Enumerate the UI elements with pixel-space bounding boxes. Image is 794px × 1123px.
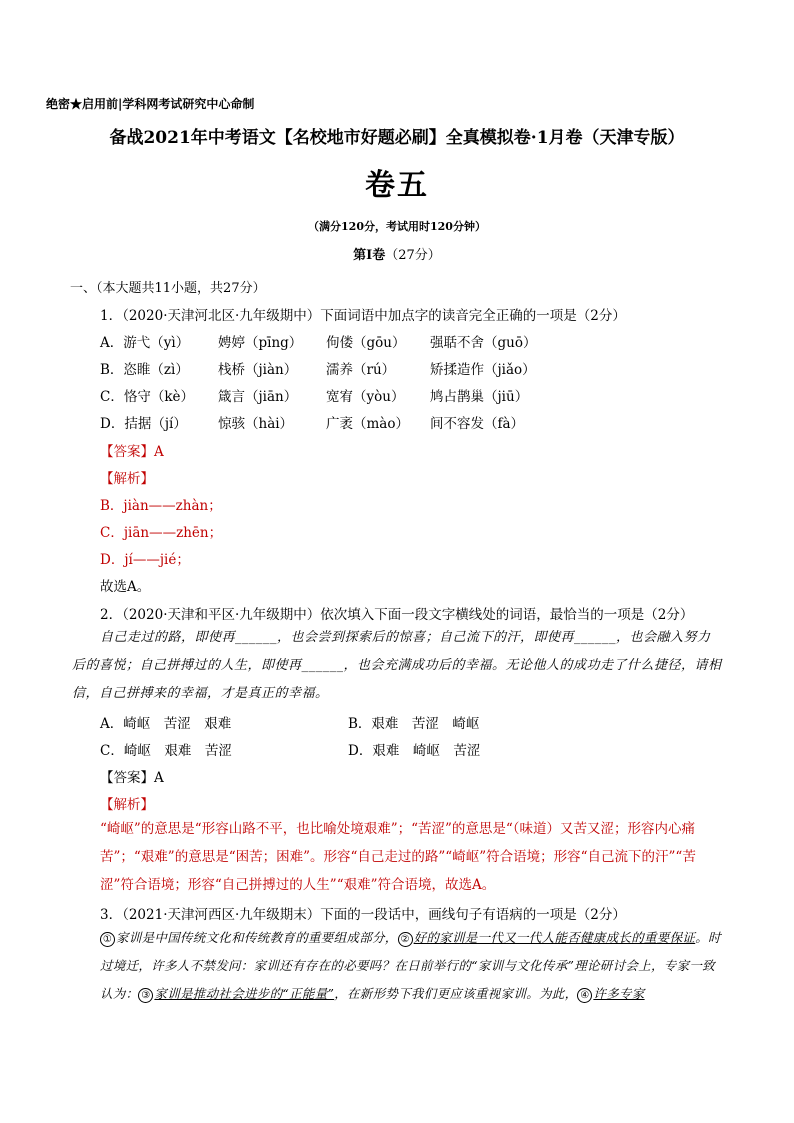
q2-passage: 自己走过的路，即使再______，也会尝到探索后的惊喜；自己流下的汗，即使再______，也会融入努力后的喜悦；自己拼搏过的人生，即使再______，也会充满成功后的幸福。无论他人的成功走了什么捷径，请相信，自己拼搏来的幸福，才是真正的幸福。	[72, 630, 722, 701]
part-score: （27分）	[385, 248, 441, 263]
q2-option-a: A．崎岖 苦涩 艰难	[100, 716, 232, 732]
q1-option-c3: 宽宥（yòu）	[326, 389, 405, 405]
q1-option-d1: D．拮据（jí）	[100, 416, 187, 432]
q2-answer: 【答案】A	[100, 770, 164, 786]
q1-option-b4: 矫揉造作（jiǎo）	[430, 362, 536, 378]
part-heading	[0, 244, 794, 263]
q3-sentence-1: 家训是中国传统文化和传统教育的重要组成部分，	[116, 930, 398, 945]
q3-sentence-3: 家训是推动社会进步的“正能量”	[154, 986, 335, 1001]
q3-num-3: ③	[138, 988, 153, 1003]
volume-title: 卷五	[365, 168, 429, 203]
q1-option-c2: 箴言（jiān）	[218, 389, 298, 405]
q3-text-mid: 。时过境迁，许多人不禁发问：家训还有存在的必要吗？在日前举行的“家训与文化传承”理论研讨会上，专家一致认为：	[100, 930, 721, 1001]
q2-analysis-label: 【解析】	[100, 797, 154, 813]
q1-option-d3: 广袤（mào）	[326, 416, 409, 432]
q2-stem: 2．（2020·天津和平区·九年级期中）依次填入下面一段文字横线处的词语，最恰当的一项是（2分）	[100, 607, 694, 623]
q3-num-2: ②	[398, 932, 413, 947]
q1-option-a2: 娉婷（pīng）	[218, 335, 303, 351]
q3-stem: 3．（2021·天津河西区·九年级期末）下面的一段话中，画线句子有语病的一项是（2分）	[100, 907, 626, 923]
q1-option-c4: 鸠占鹊巢（jiū）	[430, 389, 529, 405]
q1-option-a4: 强聒不舍（guō）	[430, 335, 537, 351]
q1-stem: 1．（2020·天津河北区·九年级期中）下面词语中加点字的读音完全正确的一项是（2分）	[100, 308, 626, 324]
secret-header: 绝密★启用前|学科网考试研究中心命制	[46, 97, 255, 111]
section-heading: 一、（本大题共11小题，共27分）	[70, 281, 266, 296]
q3-sentence-4: 许多专家	[593, 986, 645, 1001]
q1-conclusion: 故选A。	[100, 579, 151, 595]
exam-title: 备战2021年中考语文【名校地市好题必刷】全真模拟卷·1月卷（天津专版）	[109, 128, 685, 148]
score-note: （满分120分，考试用时120分钟）	[308, 220, 486, 233]
q1-option-a3: 佝偻（gōu）	[326, 335, 406, 351]
q1-option-d2: 惊骇（hài）	[218, 416, 294, 432]
q1-option-a1: A．游弋（yì）	[100, 335, 190, 351]
q3-sentence-2: 好的家训是一代又一代人能否健康成长的重要保证	[413, 930, 696, 945]
q1-answer: 【答案】A	[100, 444, 164, 460]
q1-option-b2: 栈桥（jiàn）	[218, 362, 298, 378]
q1-option-d4: 间不容发（fà）	[430, 416, 525, 432]
q1-analysis-line: B．jiàn——zhàn；	[100, 498, 222, 514]
q3-passage	[100, 924, 722, 1008]
q1-analysis-label: 【解析】	[100, 471, 154, 487]
q3-text-mid2: ，在新形势下我们更应该重视家训。为此，	[334, 986, 578, 1001]
q1-analysis-line: C．jiān——zhēn；	[100, 525, 223, 541]
q2-explanation: “崎岖”的意思是“形容山路不平，也比喻处境艰难”；“苦涩”的意思是“（味道）又苦又涩；形容内心痛苦”；“艰难”的意思是“困苦；困难”。形容“自己走过的路”“崎岖”符合语境；形容“自己流下的汗”“苦涩”符合语境；形容“自己拼搏过的人生”“艰难”符合语境，故选A。	[100, 821, 696, 893]
q1-option-b1: B．恣睢（zì）	[100, 362, 189, 378]
part-label: 第Ⅰ卷	[353, 248, 386, 263]
q3-num-1: ①	[100, 932, 115, 947]
q2-option-c: C．崎岖 艰难 苦涩	[100, 743, 232, 759]
q2-option-b: B．艰难 苦涩 崎岖	[348, 716, 480, 732]
q1-option-b3: 濡养（rú）	[326, 362, 396, 378]
q2-option-d: D．艰难 崎岖 苦涩	[348, 743, 481, 759]
q3-num-4: ④	[577, 988, 592, 1003]
q1-analysis-line: D．jí——jié；	[100, 552, 190, 568]
q1-option-c1: C．恪守（kè）	[100, 389, 194, 405]
